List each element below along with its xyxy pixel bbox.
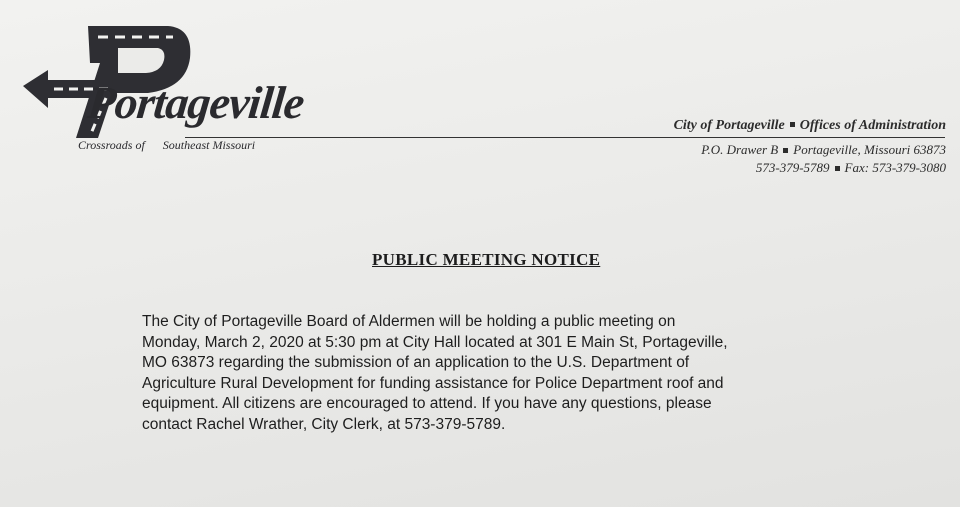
notice-line: The City of Portageville Board of Aldermen will be holding a public meeting on: [142, 313, 676, 330]
square-bullet-icon: [783, 148, 788, 153]
phone-number: 573-379-5789: [755, 160, 830, 175]
header-rule: [185, 137, 945, 138]
office-line: [674, 118, 946, 134]
logo-wordmark: Portageville: [85, 77, 307, 128]
address-line-2: [701, 159, 946, 177]
notice-line: Agriculture Rural Development for funding assistance for Police Department roof and: [142, 374, 724, 392]
city-state-zip: Portageville, Missouri 63873: [793, 142, 946, 157]
office-department: Offices of Administration: [799, 118, 946, 133]
notice-title: PUBLIC MEETING NOTICE: [372, 250, 601, 269]
notice-line: contact Rachel Wrather, City Clerk, at 573-379-5789.: [142, 415, 506, 433]
office-name: City of Portageville: [673, 118, 785, 133]
po-box: P.O. Drawer B: [701, 142, 779, 157]
address-line-1: [701, 141, 946, 159]
notice-line: MO 63873 regarding the submission of an application to the U.S. Department of: [142, 354, 690, 371]
notice-body: [142, 312, 832, 435]
fax-number: Fax: 573-379-3080: [844, 160, 946, 175]
notice-line: Monday, March 2, 2020 at 5:30 pm at City Hall located at 301 E Main St, Portageville,: [142, 333, 728, 351]
tagline-right: Southeast Missouri: [162, 138, 256, 152]
city-logo: [18, 18, 308, 168]
square-bullet-icon: [835, 166, 840, 171]
notice-line: equipment. All citizens are encouraged to attend. If you have any questions, please: [142, 395, 712, 412]
tagline-left: Crossroads of: [78, 138, 145, 152]
address-block: [701, 141, 946, 177]
square-bullet-icon: [790, 122, 795, 127]
logo-tagline: [78, 138, 255, 153]
